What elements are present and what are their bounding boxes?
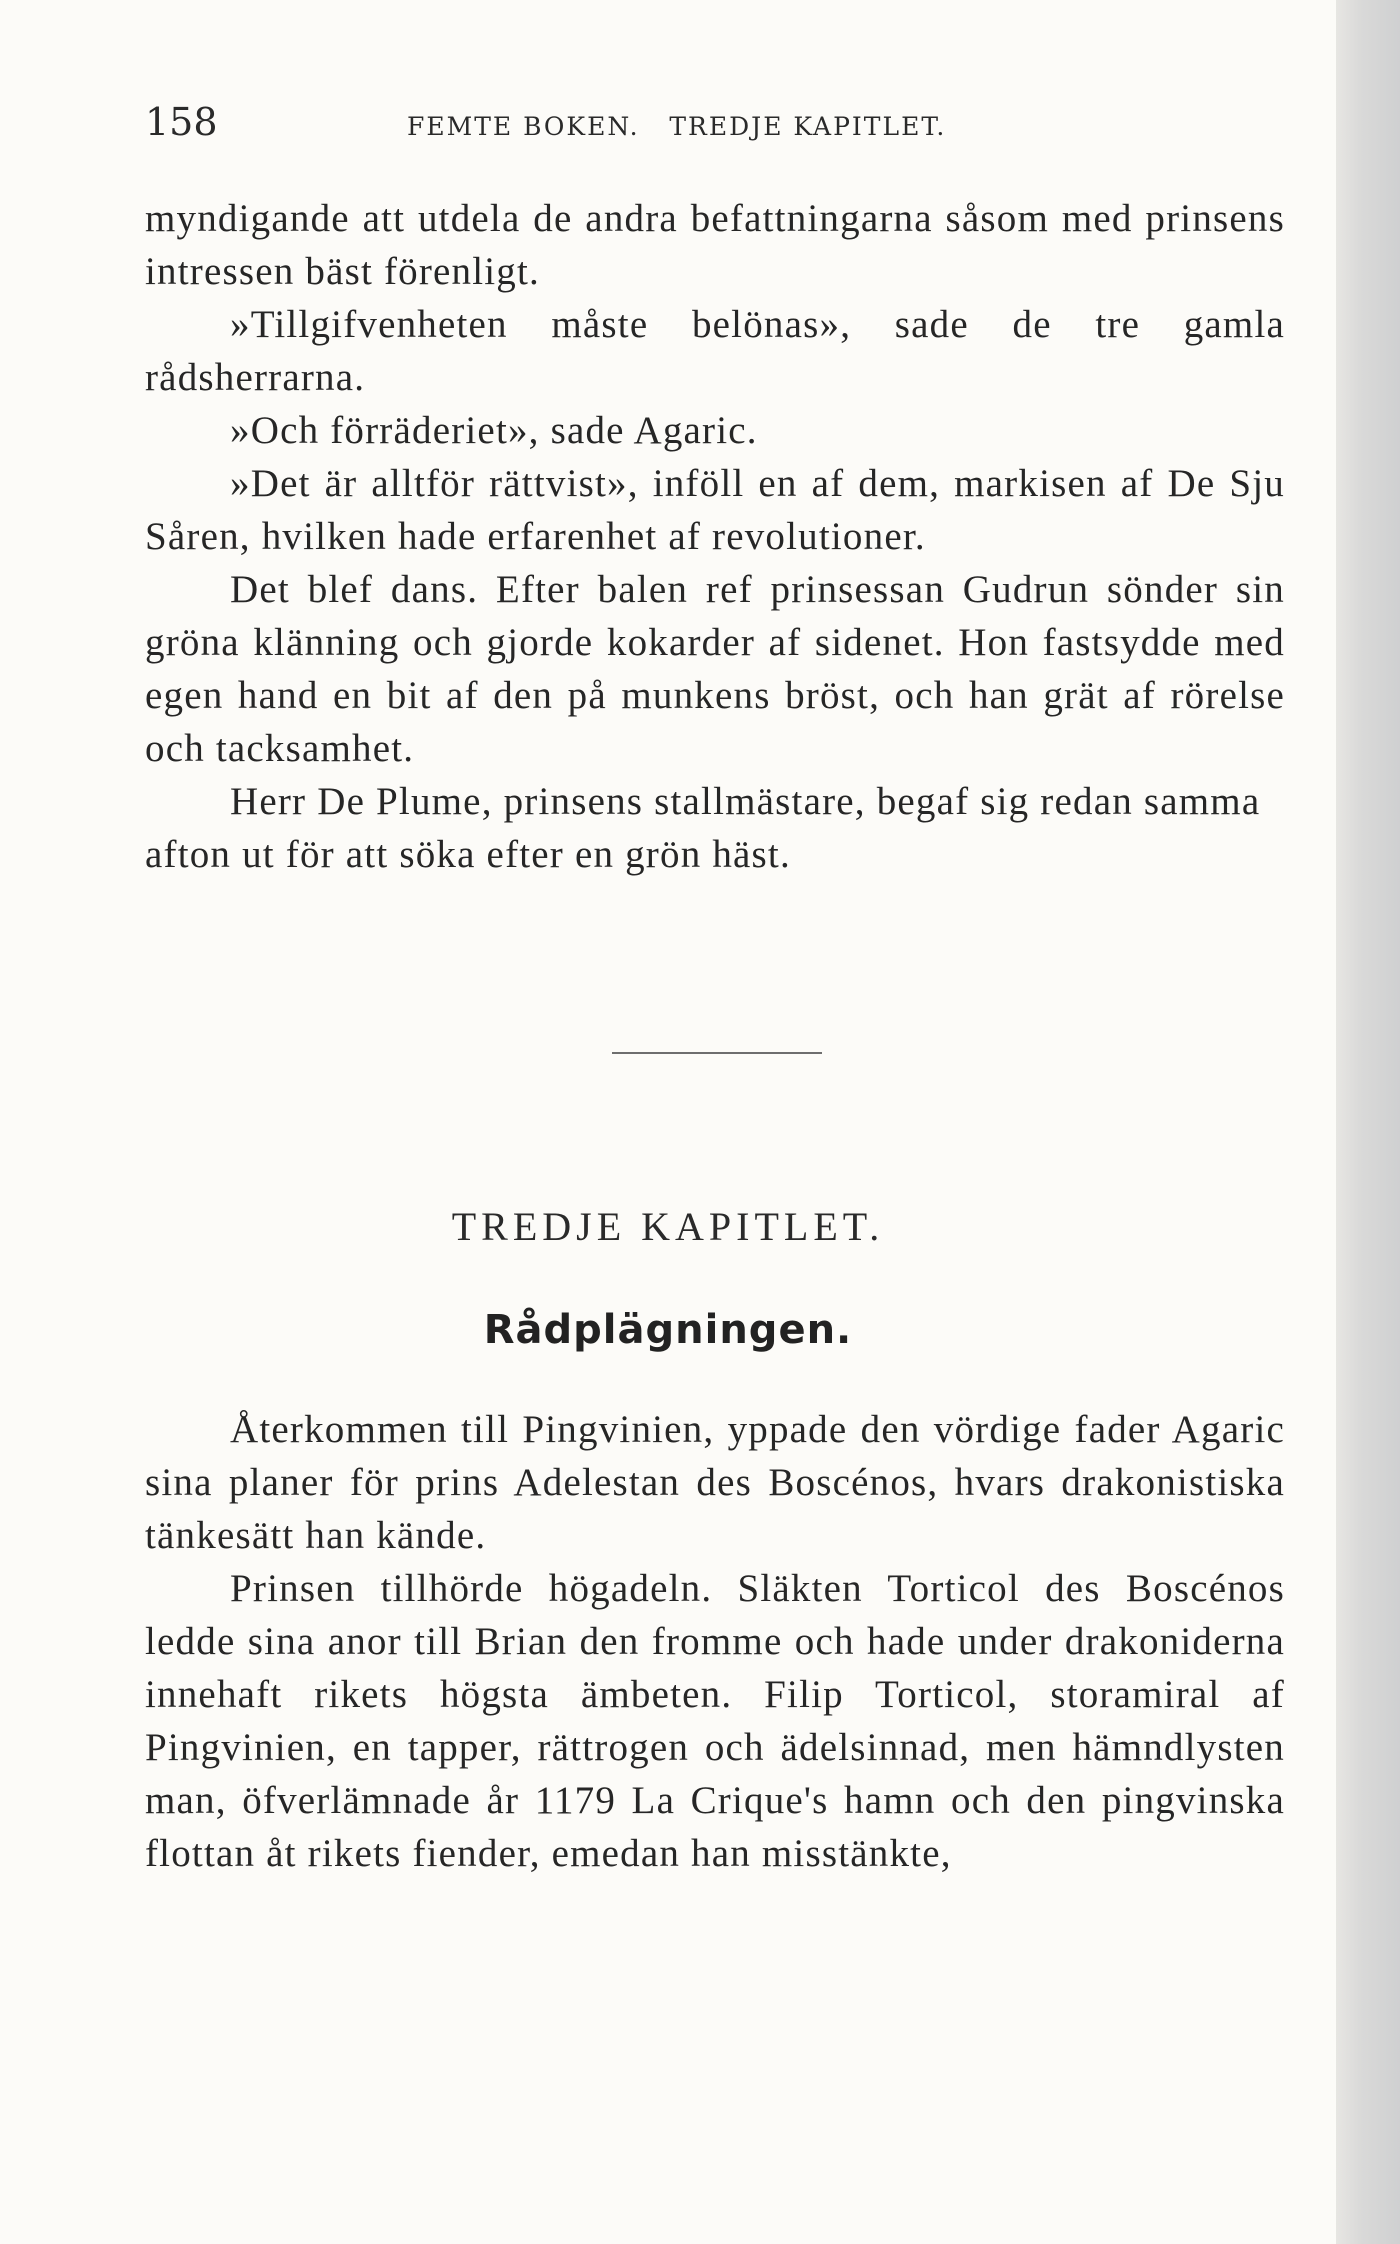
paragraph: Prinsen tillhörde högadeln. Släkten Torticol des Boscénos ledde sina anor till Brian den fromme och hade under drakoniderna innehaft rikets högsta ämbeten. Filip Torticol, storamiral af Pingvinien, en tapper, rättrogen och ädelsinnad, men hämndlysten man, öfverlämnade år 1179 La Crique's hamn och den pingvinska flottan åt rikets fiender, emedan han misstänkte, xyxy=(145,1567,1285,1875)
page-number: 158 xyxy=(145,100,218,144)
paragraph: myndigande att utdela de andra befattningarna såsom med prinsens intressen bäst förenligt. xyxy=(145,197,1285,293)
chapter-subtitle: Rådplägningen. xyxy=(483,1307,853,1353)
running-head: FEMTE BOKEN. TREDJE KAPITLET. xyxy=(407,112,947,141)
paragraph: Återkommen till Pingvinien, yppade den vördige fader Agaric sina planer för prins Adelestan des Boscénos, hvars drakonistiska tänkesätt han kände. xyxy=(145,1408,1285,1557)
chapter-title: TREDJE KAPITLET. xyxy=(451,1204,885,1249)
section-divider xyxy=(612,1052,822,1054)
text-block-bottom xyxy=(145,1403,1285,1880)
paragraph: »Och förräderiet», sade Agaric. xyxy=(230,409,758,452)
paragraph: »Det är alltför rättvist», inföll en af dem, markisen af De Sju Såren, hvilken hade erfarenhet af revolutioner. xyxy=(145,462,1285,558)
page-edge-shadow xyxy=(1336,0,1400,2244)
text-block-top xyxy=(145,192,1285,881)
page-header xyxy=(145,100,1285,160)
paragraph: Herr De Plume, prinsens stallmästare, begaf sig redan samma afton ut för att söka efter en grön häst. xyxy=(145,780,1261,876)
paragraph: »Tillgifvenheten måste belönas», sade de tre gamla rådsherrarna. xyxy=(145,303,1285,399)
paragraph: Det blef dans. Efter balen ref prinsessan Gudrun sönder sin gröna klänning och gjorde kokarder af sidenet. Hon fastsydde med egen hand en bit af den på munkens bröst, och han grät af rörelse och tacksamhet. xyxy=(145,568,1285,770)
